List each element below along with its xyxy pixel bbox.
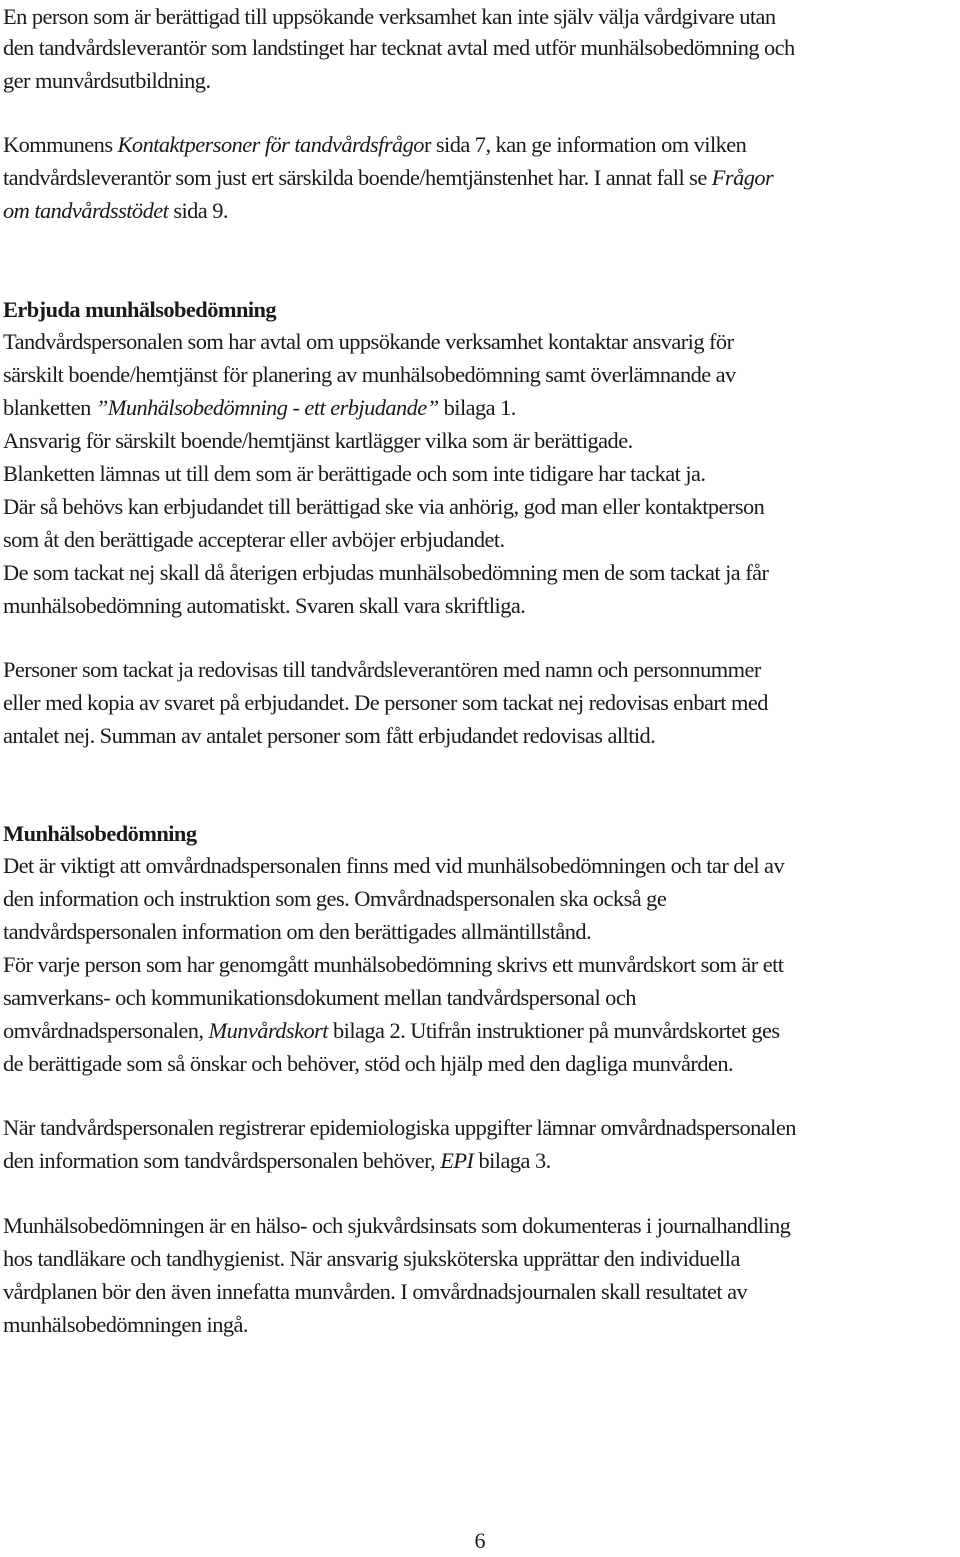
text: bilaga 2. Utifrån instruktioner på munvårdskortet ges — [327, 1018, 780, 1043]
section-heading-munhalsobedomning: Munhälsobedömning — [3, 821, 197, 846]
section1-line-7: som åt den berättigade accepterar eller avböjer erbjudandet. — [3, 527, 505, 552]
text: omvårdnadspersonalen, — [3, 1018, 209, 1043]
section2-line-7: de berättigade som så önskar och behöver, stöd och hjälp med den dagliga munvården. — [3, 1051, 734, 1076]
section2-line-2: den information och instruktion som ges. Omvårdnadspersonalen ska också ge — [3, 886, 667, 911]
section2-line-1: Det är viktigt att omvårdnadspersonalen finns med vid munhälsobedömningen och tar del av — [3, 853, 785, 878]
page-number: 6 — [474, 1528, 486, 1553]
text: den information som tandvårdspersonalen behöver, — [3, 1148, 441, 1173]
text: bilaga 1. — [438, 395, 516, 420]
section1-line-8: De som tackat nej skall då återigen erbjudas munhälsobedömning men de som tackat ja får — [3, 560, 769, 585]
text: bilaga 3. — [473, 1148, 551, 1173]
section1-p2-line-2: eller med kopia av svaret på erbjudandet. De personer som tackat nej redovisas enbart med — [3, 690, 768, 715]
fragor-reference-cont: om tandvårdsstödet — [3, 198, 169, 223]
intro-p2-line-2 — [3, 161, 773, 194]
section2-line-4: För varje person som har genomgått munhälsobedömning skrivs ett munvårdskort som är ett — [3, 952, 784, 977]
section2-p2-line-2 — [3, 1144, 551, 1177]
section1-line-6: Där så behövs kan erbjudandet till berättigad ske via anhörig, god man eller kontaktperson — [3, 494, 765, 519]
section2-p3-line-1: Munhälsobedömningen är en hälso- och sjukvårdsinsats som dokumenteras i journalhandling — [3, 1213, 791, 1238]
intro-line-3: ger munvårdsutbildning. — [3, 68, 211, 93]
section1-line-3 — [3, 391, 516, 424]
text: blanketten — [3, 395, 96, 420]
section2-p3-line-4: munhälsobedömningen ingå. — [3, 1312, 248, 1337]
fragor-reference: Frågor — [711, 165, 774, 190]
intro-p2-line-1 — [3, 128, 746, 161]
intro-p2-line-3 — [3, 194, 228, 227]
section1-p2-line-1: Personer som tackat ja redovisas till tandvårdsleverantören med namn och personnummer — [3, 657, 761, 682]
section1-line-2: särskilt boende/hemtjänst för planering av munhälsobedömning samt överlämnande av — [3, 362, 736, 387]
section2-line-3: tandvårdspersonalen information om den berättigades allmäntillstånd. — [3, 919, 592, 944]
text: r sida 7, kan ge information om vilken — [423, 132, 747, 157]
section1-line-9: munhälsobedömning automatiskt. Svaren skall vara skriftliga. — [3, 593, 526, 618]
section2-p3-line-3: vårdplanen bör den även innefatta munvården. I omvårdnadsjournalen skall resultatet av — [3, 1279, 748, 1304]
section1-line-4: Ansvarig för särskilt boende/hemtjänst kartlägger vilka som är berättigade. — [3, 428, 633, 453]
section1-p2-line-3: antalet nej. Summan av antalet personer som fått erbjudandet redovisas alltid. — [3, 723, 656, 748]
section1-line-5: Blanketten lämnas ut till dem som är berättigade och som inte tidigare har tackat ja. — [3, 461, 706, 486]
text: sida 9. — [168, 198, 228, 223]
munvardskort-reference: Munvårdskort — [208, 1018, 328, 1043]
section2-line-5: samverkans- och kommunikationsdokument mellan tandvårdspersonal och — [3, 985, 636, 1010]
section1-line-1: Tandvårdspersonalen som har avtal om uppsökande verksamhet kontaktar ansvarig för — [3, 329, 734, 354]
text: Kommunens — [3, 132, 118, 157]
section-heading-erbjuda: Erbjuda munhälsobedömning — [3, 297, 277, 322]
text: tandvårdsleverantör som just ert särskilda boende/hemtjänstenhet har. I annat fall se — [3, 165, 712, 190]
intro-line-2: den tandvårdsleverantör som landstinget har tecknat avtal med utför munhälsobedömning och — [3, 35, 795, 60]
blankett-reference: ”Munhälsobedömning - ett erbjudande” — [95, 395, 439, 420]
section2-p2-line-1: När tandvårdspersonalen registrerar epidemiologiska uppgifter lämnar omvårdnadspersonalen — [3, 1115, 796, 1140]
intro-line-1: En person som är berättigad till uppsökande verksamhet kan inte själv välja vårdgivare utan — [3, 4, 776, 29]
kontaktpersoner-reference: Kontaktpersoner för tandvårdsfrågo — [117, 132, 424, 157]
epi-reference: EPI — [440, 1148, 474, 1173]
section2-line-6 — [3, 1014, 780, 1047]
section2-p3-line-2: hos tandläkare och tandhygienist. När ansvarig sjuksköterska upprättar den individuella — [3, 1246, 740, 1271]
